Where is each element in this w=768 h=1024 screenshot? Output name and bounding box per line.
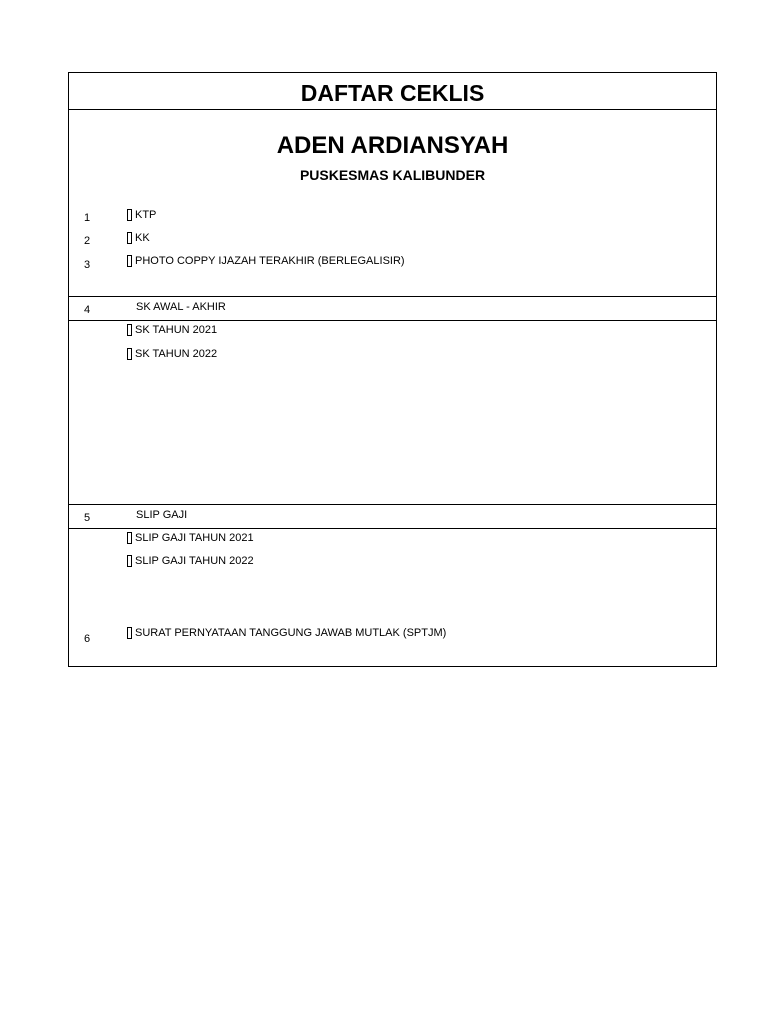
item-number: 2	[84, 235, 91, 247]
item-label: SURAT PERNYATAAN TANGGUNG JAWAB MUTLAK (SPTJM)	[135, 627, 447, 639]
divider	[69, 296, 716, 297]
item-label: SK TAHUN 2022	[135, 348, 218, 360]
item-number: 6	[84, 633, 91, 645]
item-label: KK	[135, 232, 150, 244]
checkbox-icon[interactable]	[127, 255, 132, 267]
checklist-item-slip-2021[interactable]	[127, 531, 254, 545]
checkbox-icon[interactable]	[127, 555, 132, 567]
checklist-item-ijazah[interactable]	[127, 254, 405, 268]
item-label: PHOTO COPPY IJAZAH TERAKHIR (BERLEGALISIR)	[135, 255, 405, 267]
person-name: ADEN ARDIANSYAH	[276, 132, 509, 159]
checkbox-icon[interactable]	[127, 232, 132, 244]
divider	[69, 109, 716, 110]
checklist-item-kk[interactable]	[127, 231, 150, 245]
item-number: 5	[84, 512, 91, 524]
divider	[69, 528, 716, 529]
checklist-title: DAFTAR CEKLIS	[300, 80, 485, 106]
divider	[69, 320, 716, 321]
checklist-item-slip-2022[interactable]	[127, 554, 254, 568]
item-number: 3	[84, 259, 91, 271]
checkbox-icon[interactable]	[127, 532, 132, 544]
checklist-item-sptjm[interactable]	[127, 626, 446, 640]
item-label: SLIP GAJI TAHUN 2021	[135, 532, 254, 544]
checkbox-icon[interactable]	[127, 627, 132, 639]
item-number: 1	[84, 212, 91, 224]
checkbox-icon[interactable]	[127, 348, 132, 360]
checklist-item-ktp[interactable]	[127, 208, 156, 222]
section-label-sk: SK AWAL - AKHIR	[136, 301, 226, 313]
section-label-slip: SLIP GAJI	[136, 509, 188, 521]
checkbox-icon[interactable]	[127, 324, 132, 336]
checklist-sheet	[68, 72, 717, 667]
organization-name: PUSKESMAS KALIBUNDER	[299, 167, 486, 183]
item-label: SK TAHUN 2021	[135, 324, 218, 336]
item-label: KTP	[135, 209, 157, 221]
divider	[69, 504, 716, 505]
item-label: SLIP GAJI TAHUN 2022	[135, 555, 254, 567]
checkbox-icon[interactable]	[127, 209, 132, 221]
checklist-item-sk-2022[interactable]	[127, 347, 217, 361]
item-number: 4	[84, 304, 91, 316]
checklist-item-sk-2021[interactable]	[127, 323, 217, 337]
